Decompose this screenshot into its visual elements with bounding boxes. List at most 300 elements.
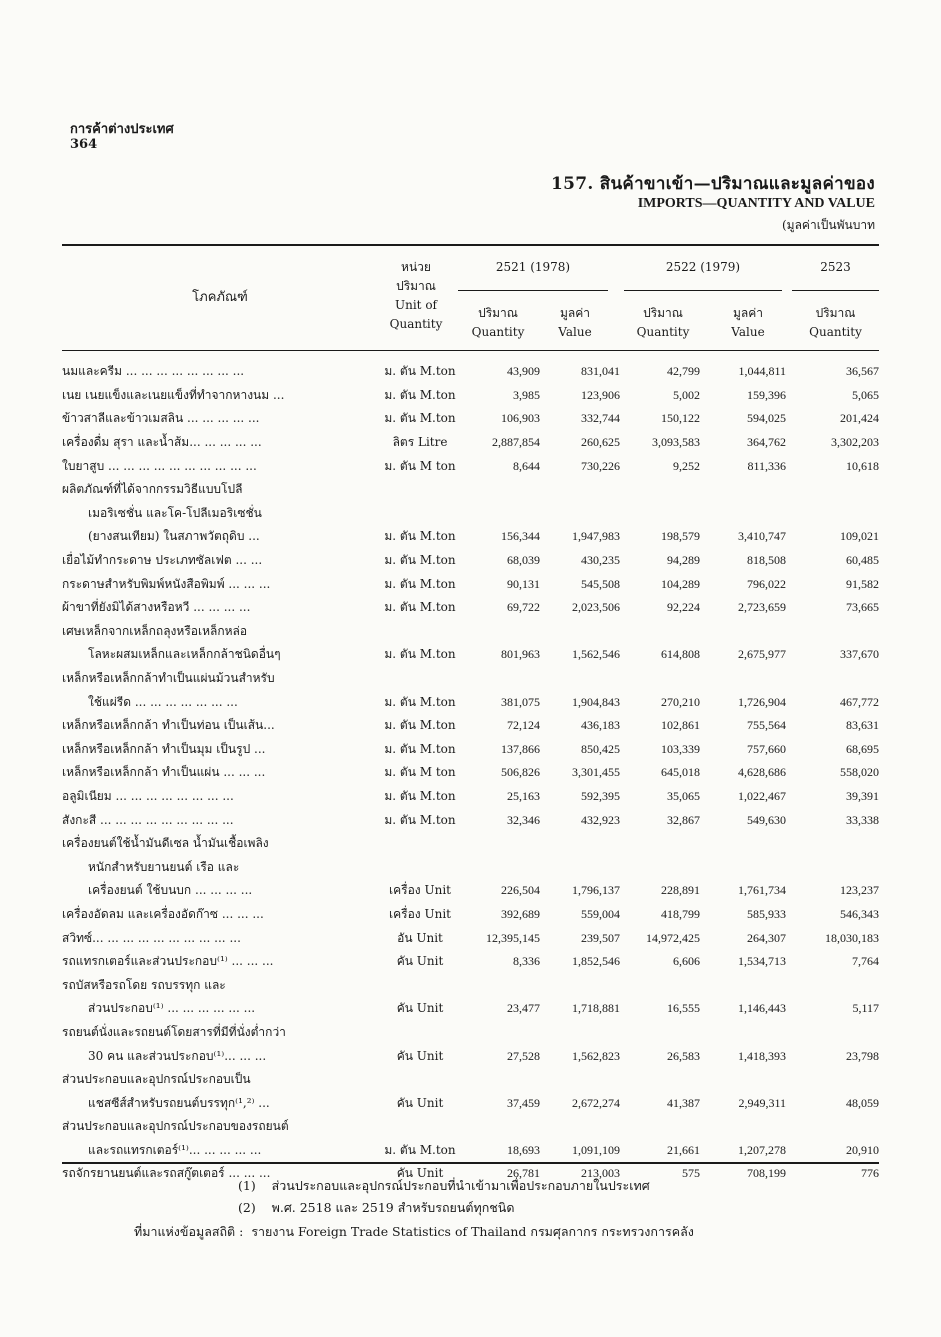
q1978-cell: 2,887,854 xyxy=(492,435,540,450)
unit-cell: เครื่อง Unit xyxy=(389,906,451,921)
table-row xyxy=(62,973,879,997)
unit-cell: ม. ตัน M.ton xyxy=(384,718,456,733)
q1980-cell xyxy=(786,502,879,526)
v1979-cell: 549,630 xyxy=(747,812,786,827)
q1978-cell: 156,344 xyxy=(501,529,540,544)
commodity-cell: เศษเหล็กจากเหล็กถลุงหรือเหล็กหล่อ xyxy=(62,623,248,638)
commodity-cell: หนักสำหรับยานยนต์ เรือ และ xyxy=(88,859,240,874)
table-row xyxy=(62,903,879,927)
commodity-cell: (ยางสนเทียม) ในสภาพวัตถุดิบ ... xyxy=(88,529,260,544)
q1978-cell: 137,866 xyxy=(501,741,540,756)
q1979-cell: 6,606 xyxy=(673,954,700,969)
v1978-cell: 432,923 xyxy=(581,812,620,827)
commodity-cell: ผลิตภัณฑ์ที่ได้จากกรรมวิธีแบบโปลี xyxy=(62,482,243,497)
v1978-cell xyxy=(540,1068,620,1092)
q1979-cell: 32,867 xyxy=(667,812,700,827)
q1978-cell: 27,528 xyxy=(507,1048,540,1063)
q1978-cell: 68,039 xyxy=(507,553,540,568)
q1980-cell: 39,391 xyxy=(846,788,879,803)
v1978-cell: 1,562,823 xyxy=(572,1048,620,1063)
section-label: การค้าต่างประเทศ xyxy=(70,122,174,137)
q1979-cell: 418,799 xyxy=(661,906,700,921)
table-row xyxy=(62,667,879,691)
q1979-cell: 26,583 xyxy=(667,1048,700,1063)
q1980-cell: 48,059 xyxy=(846,1095,879,1110)
q1978-cell xyxy=(460,502,540,526)
commodity-cell: ผ้าขาที่ยังมิได้สางหรือหวี ... ... ... ... xyxy=(62,600,251,615)
v1979-cell: 1,044,811 xyxy=(738,364,786,379)
q1978-cell: 3,985 xyxy=(513,387,540,402)
q1979-cell: 228,891 xyxy=(661,883,700,898)
commodity-cell: แชสซีส์สำหรับรถยนต์บรรทุก⁽¹,²⁾ ... xyxy=(88,1095,270,1110)
unit-cell xyxy=(380,620,460,644)
v1979-cell: 2,675,977 xyxy=(738,647,786,662)
commodity-header: โภคภัณฑ์ xyxy=(192,290,248,305)
v1979-cell xyxy=(700,855,786,879)
q1978-cell: 226,504 xyxy=(501,883,540,898)
unit-cell: ม. ตัน M.ton xyxy=(384,387,456,402)
v1979-cell: 1,022,467 xyxy=(738,788,786,803)
v1979-cell: 264,307 xyxy=(747,930,786,945)
v1978-cell: 1,091,109 xyxy=(572,1142,620,1157)
table-row xyxy=(62,1091,879,1115)
v1978-cell: 850,425 xyxy=(581,741,620,756)
table-row xyxy=(62,738,879,762)
unit-cell xyxy=(380,1115,460,1139)
commodity-cell: สังกะสี ... ... ... ... ... ... ... ... ... xyxy=(62,812,234,827)
q1980-cell xyxy=(786,1068,879,1092)
commodity-cell: เหล็กหรือเหล็กกล้า ทำเป็นแผ่น ... ... ... xyxy=(62,765,266,780)
q1979-cell xyxy=(620,973,700,997)
v1979-cell: 159,396 xyxy=(747,387,786,402)
q1978-cell xyxy=(460,1021,540,1045)
q1978-cell: 26,781 xyxy=(507,1166,540,1181)
unit-cell: คัน Unit xyxy=(396,1095,444,1110)
q1979-cell: 103,339 xyxy=(661,741,700,756)
commodity-cell: เครื่องดื่ม สุรา และน้ำส้ม... ... ... ... ... xyxy=(62,435,262,450)
unit-cell: ม. ตัน M.ton xyxy=(384,364,456,379)
unit-header: หน่วย ปริมาณ Unit of Quantity xyxy=(389,260,443,331)
q1979-cell xyxy=(620,1021,700,1045)
header-bottom-rule xyxy=(62,350,879,351)
q1980-cell: 60,485 xyxy=(846,553,879,568)
v1979-cell xyxy=(700,478,786,502)
unit-cell: ม. ตัน M.ton xyxy=(384,1142,456,1157)
q1978-cell: 18,693 xyxy=(507,1142,540,1157)
q1978-cell xyxy=(460,620,540,644)
unit-cell xyxy=(380,667,460,691)
q1980-cell: 5,065 xyxy=(852,387,879,402)
table-row xyxy=(62,525,879,549)
v1978-cell: 730,226 xyxy=(581,458,620,473)
unit-cell: ม. ตัน M.ton xyxy=(384,600,456,615)
year-header-1978: 2521 (1978) xyxy=(495,260,571,274)
q1979-cell: 150,122 xyxy=(661,411,700,426)
q1979-cell: 614,808 xyxy=(661,647,700,662)
commodity-cell: เยื่อไม้ทำกระดาษ ประเภทซัลเฟต ... ... xyxy=(62,553,263,568)
q1978-cell xyxy=(460,667,540,691)
v1979-cell: 755,564 xyxy=(747,718,786,733)
unit-cell: ม. ตัน M.ton xyxy=(384,411,456,426)
v1978-cell xyxy=(540,620,620,644)
table-row xyxy=(62,808,879,832)
commodity-cell: เครื่องอัดลม และเครื่องอัดก๊าซ ... ... ... xyxy=(62,906,264,921)
q1979-cell: 35,065 xyxy=(667,788,700,803)
qty-header-1980: ปริมาณ Quantity xyxy=(809,306,862,339)
footnote-1: (1) ส่วนประกอบและอุปกรณ์ประกอบที่นำเข้ามาเพื่อประกอบภายในประเทศ xyxy=(238,1178,650,1193)
commodity-cell: เมอริเซชั่น และโค-โปลีเมอริเซชั่น xyxy=(88,505,262,520)
q1979-cell xyxy=(620,478,700,502)
q1978-cell xyxy=(460,855,540,879)
q1979-cell xyxy=(620,620,700,644)
table-row xyxy=(62,690,879,714)
q1978-cell: 8,644 xyxy=(513,458,540,473)
commodity-cell: รถยนต์นั่งและรถยนต์โดยสารที่มีที่นั่งต่ำกว่า xyxy=(62,1024,286,1039)
v1978-cell: 260,625 xyxy=(581,435,620,450)
unit-cell: ม. ตัน M.ton xyxy=(384,553,456,568)
v1978-cell xyxy=(540,478,620,502)
unit-cell: ม. ตัน M.ton xyxy=(384,576,456,591)
commodity-cell: กระดาษสำหรับพิมพ์หนังสือพิมพ์ ... ... ... xyxy=(62,576,271,591)
q1978-cell: 37,459 xyxy=(507,1095,540,1110)
v1979-cell xyxy=(700,832,786,856)
q1980-cell: 7,764 xyxy=(852,954,879,969)
v1979-cell xyxy=(700,1115,786,1139)
q1980-cell: 73,665 xyxy=(846,600,879,615)
v1979-cell: 1,146,443 xyxy=(738,1001,786,1016)
v1979-cell: 708,199 xyxy=(747,1166,786,1181)
footnote-2: (2) พ.ศ. 2518 และ 2519 สำหรับรถยนต์ทุกชนิด xyxy=(238,1200,515,1215)
q1980-cell: 467,772 xyxy=(840,694,879,709)
v1979-cell: 1,418,393 xyxy=(738,1048,786,1063)
q1980-cell: 83,631 xyxy=(846,718,879,733)
q1980-cell: 36,567 xyxy=(846,364,879,379)
q1979-cell xyxy=(620,855,700,879)
q1979-cell xyxy=(620,1115,700,1139)
v1979-cell: 2,949,311 xyxy=(738,1095,786,1110)
source-note: ที่มาแห่งข้อมูลสถิติ : รายงาน Foreign Trade Statistics of Thailand กรมศุลกากร กระทรวงการคลัง xyxy=(134,1224,694,1239)
v1979-cell xyxy=(700,1021,786,1045)
table-row xyxy=(62,832,879,856)
q1980-cell: 201,424 xyxy=(840,411,879,426)
unit-cell: ม. ตัน M.ton xyxy=(384,812,456,827)
q1979-cell: 94,289 xyxy=(667,553,700,568)
value-unit-note: (มูลค่าเป็นพันบาท xyxy=(781,218,875,232)
q1980-cell: 20,910 xyxy=(846,1142,879,1157)
v1979-cell: 4,628,686 xyxy=(738,765,786,780)
q1979-cell: 102,861 xyxy=(661,718,700,733)
table-row xyxy=(62,1044,879,1068)
unit-cell: ม. ตัน M.ton xyxy=(384,647,456,662)
q1978-cell xyxy=(460,478,540,502)
q1978-cell: 506,826 xyxy=(501,765,540,780)
table-title-english: IMPORTS—QUANTITY AND VALUE xyxy=(637,196,875,211)
v1979-cell xyxy=(700,667,786,691)
v1979-cell xyxy=(700,620,786,644)
q1980-cell xyxy=(786,620,879,644)
q1980-cell: 68,695 xyxy=(846,741,879,756)
v1979-cell: 1,761,734 xyxy=(738,883,786,898)
q1979-cell xyxy=(620,1068,700,1092)
v1978-cell: 545,508 xyxy=(581,576,620,591)
v1978-cell: 831,041 xyxy=(581,364,620,379)
table-row xyxy=(62,502,879,526)
table-row xyxy=(62,1021,879,1045)
q1980-cell xyxy=(786,855,879,879)
unit-cell: ม. ตัน M.ton xyxy=(384,694,456,709)
q1978-cell: 381,075 xyxy=(501,694,540,709)
v1978-cell xyxy=(540,832,620,856)
commodity-cell: เนย เนยแข็งและเนยแข็งที่ทำจากหางนม ... xyxy=(62,387,285,402)
table-row xyxy=(62,1115,879,1139)
q1978-cell: 8,336 xyxy=(513,954,540,969)
group-rule-1979 xyxy=(624,290,782,291)
q1979-cell: 41,387 xyxy=(667,1095,700,1110)
year-header-1979: 2522 (1979) xyxy=(665,260,741,274)
unit-cell: ม. ตัน M ton xyxy=(384,765,456,780)
unit-cell: คัน Unit xyxy=(396,1166,444,1181)
q1980-cell: 23,798 xyxy=(846,1048,879,1063)
q1980-cell xyxy=(786,478,879,502)
v1979-cell: 1,534,713 xyxy=(738,954,786,969)
unit-cell: ม. ตัน M ton xyxy=(384,458,456,473)
q1979-cell: 3,093,583 xyxy=(652,435,700,450)
q1979-cell: 198,579 xyxy=(661,529,700,544)
q1978-cell: 801,963 xyxy=(501,647,540,662)
q1979-cell: 92,224 xyxy=(667,600,700,615)
q1978-cell: 12,395,145 xyxy=(486,930,540,945)
table-bottom-rule xyxy=(62,1162,879,1164)
q1978-cell xyxy=(460,1068,540,1092)
value-header-1979: มูลค่า Value xyxy=(731,306,765,339)
unit-cell xyxy=(380,832,460,856)
qty-header-1979: ปริมาณ Quantity xyxy=(636,306,690,339)
q1979-cell: 9,252 xyxy=(673,458,700,473)
table-row xyxy=(62,997,879,1021)
table-row xyxy=(62,1068,879,1092)
q1978-cell: 43,909 xyxy=(507,364,540,379)
commodity-cell: อลูมิเนียม ... ... ... ... ... ... ... ... xyxy=(62,788,234,803)
commodity-cell: รถจักรยานยนต์และรถสกู๊ตเตอร์ ... ... ... xyxy=(62,1166,271,1181)
q1980-cell: 546,343 xyxy=(840,906,879,921)
q1978-cell: 69,722 xyxy=(507,600,540,615)
v1978-cell: 123,906 xyxy=(581,387,620,402)
v1978-cell: 1,718,881 xyxy=(572,1001,620,1016)
table-row xyxy=(62,926,879,950)
commodity-cell: รถแทรกเตอร์และส่วนประกอบ⁽¹⁾ ... ... ... xyxy=(62,954,274,969)
v1978-cell: 592,395 xyxy=(581,788,620,803)
v1979-cell: 364,762 xyxy=(747,435,786,450)
table-row xyxy=(62,620,879,644)
commodity-cell: สวิทซ์... ... ... ... ... ... ... ... ... ... xyxy=(62,930,241,945)
v1978-cell: 430,235 xyxy=(581,553,620,568)
commodity-cell: ใบยาสูบ ... ... ... ... ... ... ... ... ... ... xyxy=(62,458,257,473)
unit-cell: คัน Unit xyxy=(396,954,444,969)
q1979-cell xyxy=(620,667,700,691)
v1978-cell xyxy=(540,1115,620,1139)
v1978-cell xyxy=(540,855,620,879)
unit-cell xyxy=(380,1068,460,1092)
q1980-cell xyxy=(786,1021,879,1045)
group-rule-1980 xyxy=(792,290,879,291)
q1978-cell xyxy=(460,973,540,997)
group-rule-1978 xyxy=(458,290,608,291)
v1978-cell: 239,507 xyxy=(581,930,620,945)
table-row xyxy=(62,454,879,478)
unit-cell: ม. ตัน M.ton xyxy=(384,788,456,803)
unit-cell: คัน Unit xyxy=(396,1048,444,1063)
page-number: 364 xyxy=(70,137,98,152)
v1978-cell: 436,183 xyxy=(581,718,620,733)
v1979-cell: 1,726,904 xyxy=(738,694,786,709)
v1979-cell: 757,660 xyxy=(747,741,786,756)
q1978-cell: 25,163 xyxy=(507,788,540,803)
q1978-cell: 23,477 xyxy=(507,1001,540,1016)
commodity-cell: เหล็กหรือเหล็กกล้าทำเป็นแผ่นม้วนสำหรับ xyxy=(62,671,275,686)
commodity-cell: โลหะผสมเหล็กและเหล็กกล้าชนิดอื่นๆ xyxy=(88,647,281,662)
commodity-cell: ข้าวสาลีและข้าวเมสลิน ... ... ... ... ... xyxy=(62,411,260,426)
q1980-cell: 33,338 xyxy=(846,812,879,827)
value-header-1978: มูลค่า Value xyxy=(558,306,592,339)
v1979-cell: 2,723,659 xyxy=(738,600,786,615)
commodity-cell: รถบัสหรือรถโดย รถบรรทุก และ xyxy=(62,977,226,992)
q1979-cell xyxy=(620,502,700,526)
commodity-cell: และรถแทรกเตอร์⁽¹⁾... ... ... ... ... xyxy=(88,1142,262,1157)
v1978-cell xyxy=(540,973,620,997)
q1979-cell: 42,799 xyxy=(667,364,700,379)
q1978-cell xyxy=(460,832,540,856)
commodity-cell: เครื่องยนต์ ใช้บนบก ... ... ... ... xyxy=(88,883,253,898)
table-title-thai: 157. สินค้าขาเข้า—ปริมาณและมูลค่าของ xyxy=(550,174,875,194)
q1979-cell xyxy=(620,832,700,856)
table-row xyxy=(62,950,879,974)
v1979-cell: 796,022 xyxy=(747,576,786,591)
v1978-cell: 2,672,274 xyxy=(572,1095,620,1110)
unit-cell: อัน Unit xyxy=(397,930,443,945)
table-row xyxy=(62,384,879,408)
commodity-cell: เครื่องยนต์ใช้น้ำมันดีเซล น้ำมันเชื้อเพลิง xyxy=(62,836,269,851)
unit-cell: เครื่อง Unit xyxy=(389,883,451,898)
table-row xyxy=(62,761,879,785)
v1978-cell xyxy=(540,667,620,691)
v1978-cell: 1,852,546 xyxy=(572,954,620,969)
unit-cell xyxy=(380,478,460,502)
q1980-cell xyxy=(786,832,879,856)
v1979-cell: 1,207,278 xyxy=(738,1142,786,1157)
q1978-cell: 72,124 xyxy=(507,718,540,733)
unit-cell: คัน Unit xyxy=(396,1001,444,1016)
v1979-cell: 811,336 xyxy=(747,458,786,473)
v1978-cell xyxy=(540,502,620,526)
v1978-cell: 1,947,983 xyxy=(572,529,620,544)
year-header-1980: 2523 xyxy=(820,260,851,274)
q1980-cell xyxy=(786,1115,879,1139)
v1978-cell: 1,796,137 xyxy=(572,883,620,898)
q1979-cell: 575 xyxy=(682,1166,700,1181)
table-row xyxy=(62,596,879,620)
q1978-cell: 106,903 xyxy=(501,411,540,426)
q1979-cell: 21,661 xyxy=(667,1142,700,1157)
table-body xyxy=(62,360,879,1186)
q1979-cell: 270,210 xyxy=(661,694,700,709)
v1978-cell: 213,003 xyxy=(581,1166,620,1181)
q1980-cell xyxy=(786,973,879,997)
table-row xyxy=(62,572,879,596)
commodity-cell: เหล็กหรือเหล็กกล้า ทำเป็นท่อน เป็นเส้น... xyxy=(62,718,275,733)
unit-cell xyxy=(380,1021,460,1045)
q1980-cell: 558,020 xyxy=(840,765,879,780)
table-row xyxy=(62,785,879,809)
unit-cell xyxy=(380,502,460,526)
v1979-cell xyxy=(700,973,786,997)
q1980-cell: 3,302,203 xyxy=(831,435,879,450)
commodity-cell: นมและครีม ... ... ... ... ... ... ... ... xyxy=(62,364,245,379)
q1979-cell: 16,555 xyxy=(667,1001,700,1016)
q1978-cell: 392,689 xyxy=(501,906,540,921)
v1978-cell: 1,562,546 xyxy=(572,647,620,662)
v1979-cell: 594,025 xyxy=(747,411,786,426)
qty-header-1978: ปริมาณ Quantity xyxy=(471,306,525,339)
v1978-cell: 2,023,506 xyxy=(572,600,620,615)
unit-cell xyxy=(380,855,460,879)
q1980-cell: 776 xyxy=(861,1166,879,1181)
q1978-cell: 90,131 xyxy=(507,576,540,591)
v1978-cell: 3,301,455 xyxy=(572,765,620,780)
v1978-cell: 559,004 xyxy=(581,906,620,921)
q1980-cell: 91,582 xyxy=(846,576,879,591)
q1980-cell: 5,117 xyxy=(852,1001,879,1016)
v1979-cell: 3,410,747 xyxy=(738,529,786,544)
table-row xyxy=(62,549,879,573)
table-row xyxy=(62,879,879,903)
q1979-cell: 645,018 xyxy=(661,765,700,780)
v1979-cell xyxy=(700,1068,786,1092)
commodity-cell: 30 คน และส่วนประกอบ⁽¹⁾... ... ... xyxy=(88,1048,267,1063)
commodity-cell: ส่วนประกอบและอุปกรณ์ประกอบเป็น xyxy=(62,1072,251,1087)
q1980-cell xyxy=(786,667,879,691)
table-row xyxy=(62,714,879,738)
q1980-cell: 109,021 xyxy=(840,529,879,544)
q1978-cell: 32,346 xyxy=(507,812,540,827)
commodity-cell: ส่วนประกอบและอุปกรณ์ประกอบของรถยนต์ xyxy=(62,1119,289,1134)
v1979-cell: 818,508 xyxy=(747,553,786,568)
q1978-cell xyxy=(460,1115,540,1139)
unit-cell xyxy=(380,973,460,997)
q1980-cell: 123,237 xyxy=(840,883,879,898)
commodity-cell: เหล็กหรือเหล็กกล้า ทำเป็นมุม เป็นรูป ... xyxy=(62,741,266,756)
q1980-cell: 337,670 xyxy=(840,647,879,662)
commodity-cell: ใช้แผ่รีด ... ... ... ... ... ... ... xyxy=(88,694,238,709)
q1979-cell: 104,289 xyxy=(661,576,700,591)
header-top-rule xyxy=(62,244,879,246)
table-row xyxy=(62,855,879,879)
unit-cell: ม. ตัน M.ton xyxy=(384,529,456,544)
unit-cell: ลิตร Litre xyxy=(392,435,448,450)
v1978-cell: 332,744 xyxy=(581,411,620,426)
table-row xyxy=(62,1139,879,1163)
v1978-cell xyxy=(540,1021,620,1045)
q1980-cell: 18,030,183 xyxy=(825,930,879,945)
v1979-cell xyxy=(700,502,786,526)
commodity-cell: ส่วนประกอบ⁽¹⁾ ... ... ... ... ... ... xyxy=(88,1001,256,1016)
table-row xyxy=(62,360,879,384)
table-row xyxy=(62,478,879,502)
v1979-cell: 585,933 xyxy=(747,906,786,921)
table-row xyxy=(62,407,879,431)
v1978-cell: 1,904,843 xyxy=(572,694,620,709)
imports-table xyxy=(62,360,879,1186)
table-row xyxy=(62,643,879,667)
